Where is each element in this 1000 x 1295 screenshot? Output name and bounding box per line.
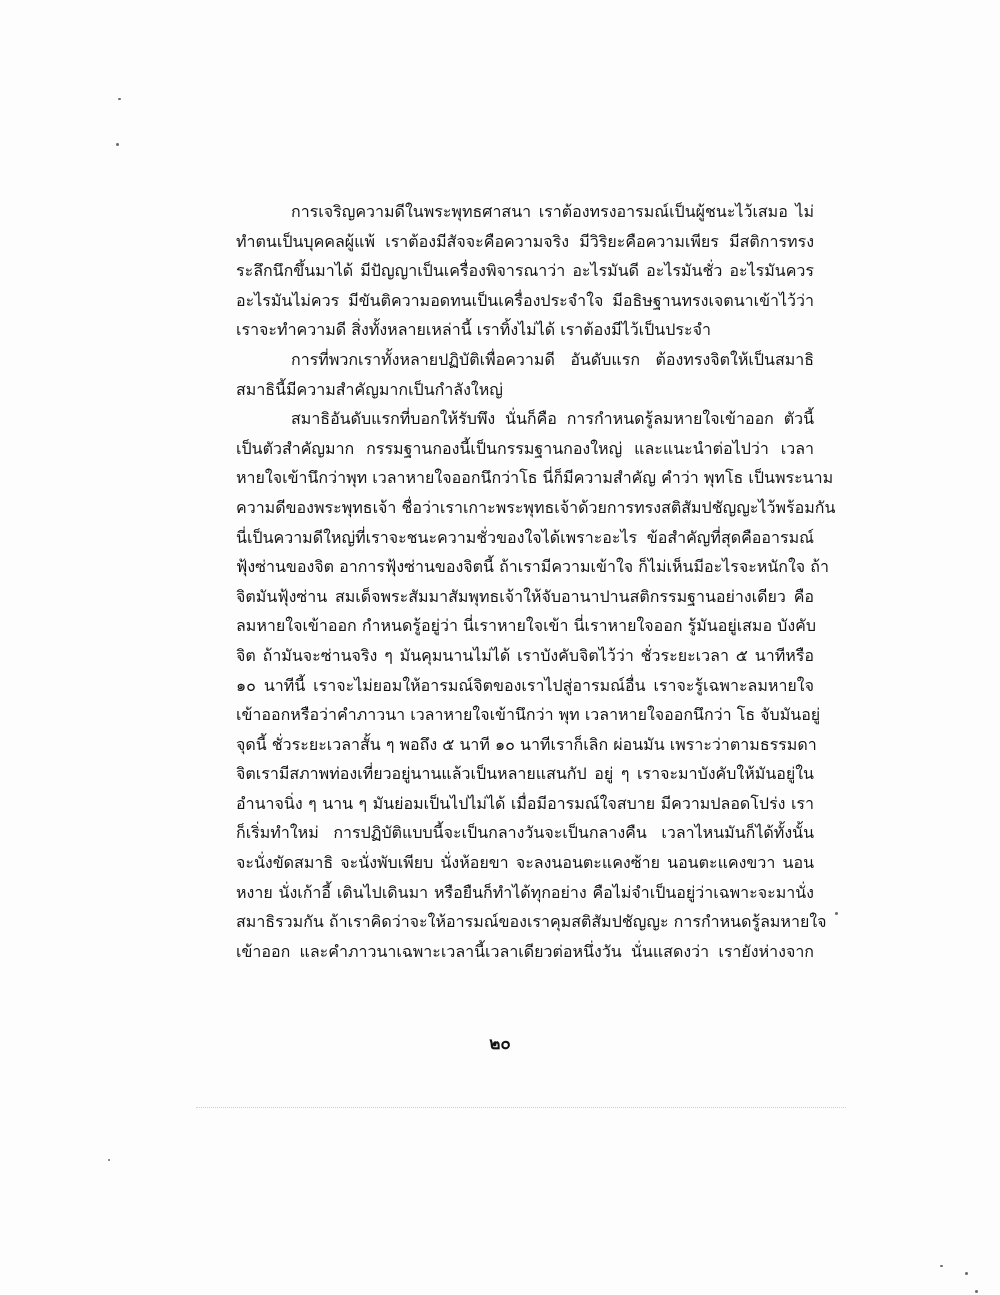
- text-line: จิตเรามีสภาพท่องเที่ยวอยู่นานแล้วเป็นหลายแสนกัป อยู่ ๆ เราจะมาบังคับให้มันอยู่ใน: [236, 764, 814, 784]
- scan-speck: [116, 143, 119, 146]
- body-text: [236, 197, 836, 966]
- text-line: อะไรมันไม่ควร มีขันติความอดทนเป็นเครื่องประจำใจ มีอธิษฐานทรงเจตนาเข้าไว้ว่า: [236, 290, 814, 310]
- text-line: อำนาจนิ่ง ๆ นาน ๆ มันย่อมเป็นไปไม่ได้ เมื่อมีอารมณ์ใจสบาย มีความปลอดโปร่ง เรา: [236, 793, 814, 813]
- text-line: ทำตนเป็นบุคคลผู้แพ้ เราต้องมีสัจจะคือความจริง มีวิริยะคือความเพียร มีสติการทรง: [236, 231, 814, 251]
- text-line: เข้าออก และคำภาวนาเฉพาะเวลานี้เวลาเดียวต่อหนึ่งวัน นั่นแสดงว่า เรายังห่างจาก: [236, 941, 814, 961]
- text-line: จิตมันฟุ้งซ่าน สมเด็จพระสัมมาสัมพุทธเจ้าให้จับอานาปานสติกรรมฐานอย่างเดียว คือ: [236, 586, 814, 606]
- text-line: ระลึกนึกขึ้นมาได้ มีปัญญาเป็นเครื่องพิจารณาว่า อะไรมันดี อะไรมันชั่ว อะไรมันควร: [236, 261, 814, 281]
- text-line: นี่เป็นความดีใหญ่ที่เราจะชนะความชั่วของใจได้เพราะอะไร ข้อสำคัญที่สุดคืออารมณ์: [236, 527, 814, 547]
- scan-speck: [118, 98, 121, 100]
- text-line: หงาย นั่งเก้าอี้ เดินไปเดินมา หรือยืนก็ทำได้ทุกอย่าง คือไม่จำเป็นอยู่ว่าเฉพาะจะมานั่ง: [236, 882, 814, 902]
- text-line: ก็เริ่มทำใหม่ การปฏิบัติแบบนี้จะเป็นกลางวันจะเป็นกลางคืน เวลาไหนมันก็ได้ทั้งนั้น: [236, 823, 814, 843]
- text-line: ๑๐ นาทีนี้ เราจะไม่ยอมให้อารมณ์จิตของเราไปสู่อารมณ์อื่น เราจะรู้เฉพาะลมหายใจ: [236, 675, 814, 695]
- paragraph-3: [236, 404, 836, 966]
- text-line: การเจริญความดีในพระพุทธศาสนา เราต้องทรงอารมณ์เป็นผู้ชนะไว้เสมอ ไม่: [291, 202, 814, 221]
- text-line: เราจะทำความดี สิ่งทั้งหลายเหล่านี้ เราทิ้งไม่ได้ เราต้องมีไว้เป็นประจำ: [236, 320, 711, 340]
- text-line: เข้าออกหรือว่าคำภาวนา เวลาหายใจเข้านึกว่า พุท เวลาหายใจออกนึกว่า โธ จับมันอยู่: [236, 705, 821, 725]
- text-line: สมาธิอันดับแรกที่บอกให้รับพึง นั่นก็คือ การกำหนดรู้ลมหายใจเข้าออก ตัวนี้: [291, 409, 814, 429]
- text-line: สมาธินี้มีความสำคัญมากเป็นกำลังใหญ่: [236, 379, 503, 399]
- text-line: การที่พวกเราทั้งหลายปฏิบัติเพื่อความดี อันดับแรก ต้องทรงจิตให้เป็นสมาธิ: [291, 349, 814, 369]
- text-line: จิต ถ้ามันจะซ่านจริง ๆ มันคุมนานไม่ได้ เราบังคับจิตไว้ว่า ชั่วระยะเวลา ๕ นาทีหรือ: [236, 645, 814, 665]
- scan-speck: [940, 1265, 943, 1267]
- scan-artifact-line: [196, 1107, 846, 1108]
- text-line: จุดนี้ ชั่วระยะเวลาสั้น ๆ พอถึง ๕ นาที ๑๐ นาทีเราก็เลิก ผ่อนมัน เพราะว่าตามธรรมดา: [236, 734, 817, 754]
- paragraph-1: [236, 197, 814, 345]
- scan-speck: [965, 1272, 968, 1275]
- scan-speck: [835, 912, 838, 915]
- page-number: ๒๐: [489, 1034, 511, 1054]
- text-line: ความดีของพระพุทธเจ้า ชื่อว่าเราเกาะพระพุทธเจ้าด้วยการทรงสติสัมปชัญญะไว้พร้อมกัน: [236, 497, 836, 517]
- text-line: สมาธิรวมกัน ถ้าเราคิดว่าจะให้อารมณ์ของเราคุมสติสัมปชัญญะ การกำหนดรู้ลมหายใจ: [236, 912, 827, 932]
- text-line: เป็นตัวสำคัญมาก กรรมฐานกองนี้เป็นกรรมฐานกองใหญ่ และแนะนำต่อไปว่า เวลา: [236, 438, 814, 458]
- text-line: จะนั่งขัดสมาธิ จะนั่งพับเพียบ นั่งห้อยขา จะลงนอนตะแคงซ้าย นอนตะแคงขวา นอน: [236, 853, 814, 873]
- text-line: ลมหายใจเข้าออก กำหนดรู้อยู่ว่า นี่เราหายใจเข้า นี่เราหายใจออก รู้มันอยู่เสมอ บังคับ: [236, 616, 816, 636]
- scan-speck: [975, 1290, 978, 1293]
- paragraph-2: [236, 345, 814, 404]
- text-line: หายใจเข้านึกว่าพุท เวลาหายใจออกนึกว่าโธ นี่ก็มีความสำคัญ คำว่า พุทโธ เป็นพระนาม: [236, 468, 834, 488]
- scan-speck: [108, 1159, 110, 1161]
- text-line: ฟุ้งซ่านของจิต อาการฟุ้งซ่านของจิตนี้ ถ้าเรามีความเข้าใจ ก็ไม่เห็นมีอะไรจะหนักใจ ถ้า: [236, 557, 829, 577]
